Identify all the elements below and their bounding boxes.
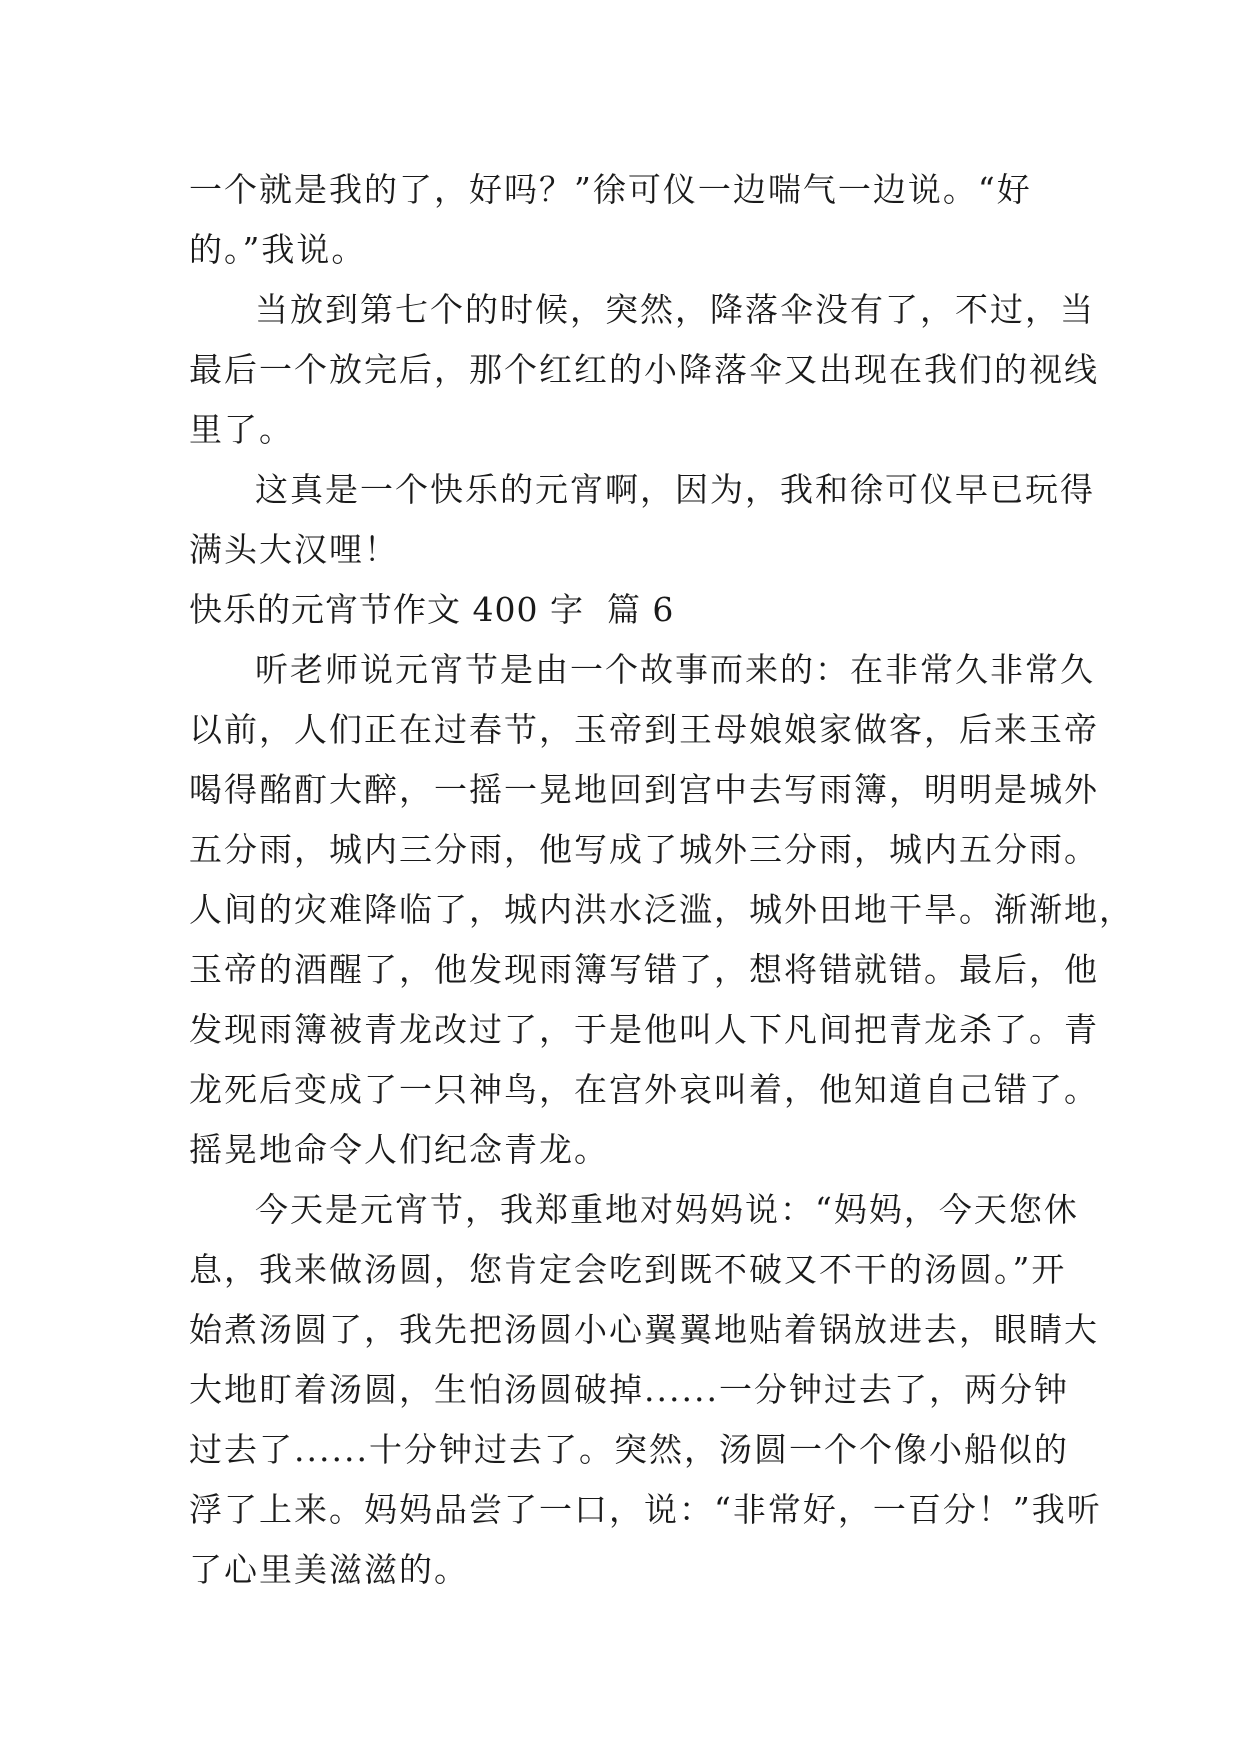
paragraph-line: 里了。 — [189, 410, 294, 449]
paragraph-line: 以前，人们正在过春节，玉帝到王母娘娘家做客，后来玉帝 — [189, 710, 1099, 749]
paragraph-line: 的。”我说。 — [189, 230, 367, 269]
paragraph-line: 人间的灾难降临了，城内洪水泛滥，城外田地干旱。渐渐地， — [189, 890, 1134, 929]
paragraph-line: 浮了上来。妈妈品尝了一口，说：“非常好，一百分！”我听 — [189, 1490, 1102, 1529]
paragraph-line: 发现雨簿被青龙改过了，于是他叫人下凡间把青龙杀了。青 — [189, 1010, 1099, 1049]
paragraph-line: 当放到第七个的时候，突然，降落伞没有了，不过，当 — [255, 290, 1095, 329]
paragraph-line: 听老师说元宵节是由一个故事而来的：在非常久非常久 — [255, 650, 1095, 689]
paragraph-line: 大地盯着汤圆，生怕汤圆破掉......一分钟过去了，两分钟 — [189, 1370, 1069, 1409]
paragraph-line: 这真是一个快乐的元宵啊，因为，我和徐可仪早已玩得 — [255, 470, 1095, 509]
paragraph-line: 龙死后变成了一只神鸟，在宫外哀叫着，他知道自己错了。 — [189, 1070, 1099, 1109]
section-heading: 快乐的元宵节作文 400 字 篇 6 — [189, 590, 675, 629]
paragraph-line: 摇晃地命令人们纪念青龙。 — [189, 1130, 609, 1169]
paragraph-line: 过去了......十分钟过去了。突然，汤圆一个个像小船似的 — [189, 1430, 1069, 1469]
paragraph-line: 了心里美滋滋的。 — [189, 1550, 469, 1589]
paragraph-line: 今天是元宵节，我郑重地对妈妈说：“妈妈，今天您休 — [255, 1190, 1079, 1229]
paragraph-line: 最后一个放完后，那个红红的小降落伞又出现在我们的视线 — [189, 350, 1099, 389]
paragraph-line: 玉帝的酒醒了，他发现雨簿写错了，想将错就错。最后，他 — [189, 950, 1099, 989]
paragraph-line: 喝得酩酊大醉，一摇一晃地回到宫中去写雨簿，明明是城外 — [189, 770, 1099, 809]
document-body — [189, 160, 1134, 1600]
paragraph-line: 五分雨，城内三分雨，他写成了城外三分雨，城内五分雨。 — [189, 830, 1099, 869]
paragraph-line: 息，我来做汤圆，您肯定会吃到既不破又不干的汤圆。”开 — [189, 1250, 1067, 1289]
paragraph-line: 始煮汤圆了，我先把汤圆小心翼翼地贴着锅放进去，眼睛大 — [189, 1310, 1099, 1349]
paragraph-line: 满头大汉哩！ — [189, 530, 399, 569]
paragraph-line: 一个就是我的了，好吗？”徐可仪一边喘气一边说。“好 — [189, 170, 1032, 209]
